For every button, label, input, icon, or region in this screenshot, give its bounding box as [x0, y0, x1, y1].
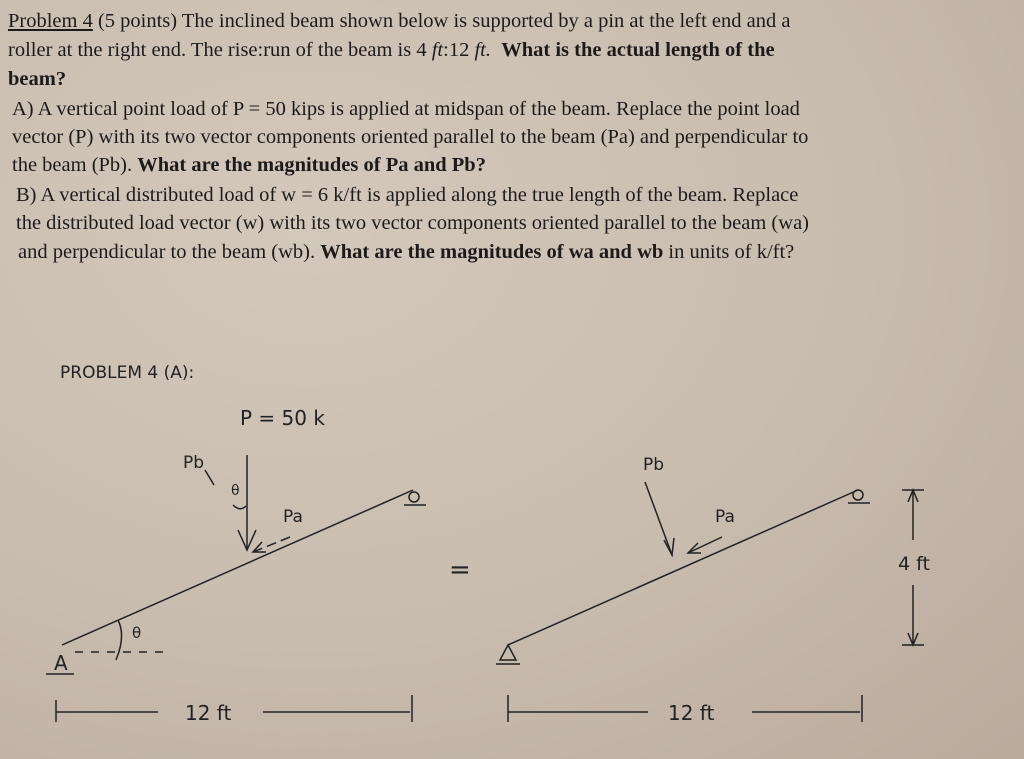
load-arrow-p	[238, 455, 256, 550]
problem-line-1: Problem 4 (5 points) The inclined beam shown below is supported by a pin at the left end and a	[8, 10, 791, 32]
theta-label-load: θ	[231, 483, 240, 499]
pb-label-right: Pb	[643, 455, 665, 475]
pa-label-left: Pa	[283, 507, 303, 527]
roller-support-icon	[404, 492, 426, 505]
pa-arrow-right	[688, 537, 722, 553]
pb-label-left: Pb	[183, 453, 205, 473]
part-b-line-3: and perpendicular to the beam (wb). What are the magnitudes of wa and wb in units of k/ft?	[18, 241, 795, 263]
pa-label-right: Pa	[715, 507, 735, 527]
problem-line-3: beam?	[8, 68, 67, 90]
pb-arrow	[205, 470, 214, 485]
part-a-line-3: the beam (Pb). What are the magnitudes of Pa and Pb?	[12, 154, 486, 176]
span-label-left: 12 ft	[185, 701, 232, 725]
problem-line-2: roller at the right end. The rise:run of the beam is 4 ft:12 ft. What is the actual length of the	[8, 39, 775, 61]
part-b-line-1: B) A vertical distributed load of w = 6 k/ft is applied along the true length of the beam. Replace	[16, 184, 799, 206]
diagram-title: PROBLEM 4 (A):	[60, 363, 195, 383]
equals-sign: =	[449, 555, 471, 585]
angle-arc	[116, 620, 122, 660]
pin-support-icon	[46, 651, 74, 675]
part-a-line-1: A) A vertical point load of P = 50 kips is applied at midspan of the beam. Replace the point load	[12, 98, 800, 120]
span-dimension-left	[56, 695, 412, 722]
pb-arrow-right	[645, 482, 674, 555]
part-b-line-2: the distributed load vector (w) with its two vector components oriented parallel to the beam (wa)	[16, 212, 809, 234]
problem-heading: Problem 4	[8, 10, 93, 32]
load-angle-arc	[233, 505, 246, 509]
theta-label: θ	[132, 624, 142, 642]
span-label-right: 12 ft	[668, 701, 715, 725]
rise-label: 4 ft	[898, 553, 930, 575]
pin-support-icon-right	[496, 645, 520, 664]
beam-left	[62, 490, 413, 645]
load-label: P = 50 k	[240, 406, 325, 430]
roller-support-icon-right	[848, 490, 870, 503]
beam-right	[508, 490, 858, 645]
part-a-line-2: vector (P) with its two vector components oriented parallel to the beam (Pa) and perpendicular to	[12, 126, 809, 148]
svg-text:A: A	[54, 651, 68, 675]
pa-arrow-left	[253, 537, 290, 552]
length-question: What is the actual length of the	[501, 39, 775, 61]
